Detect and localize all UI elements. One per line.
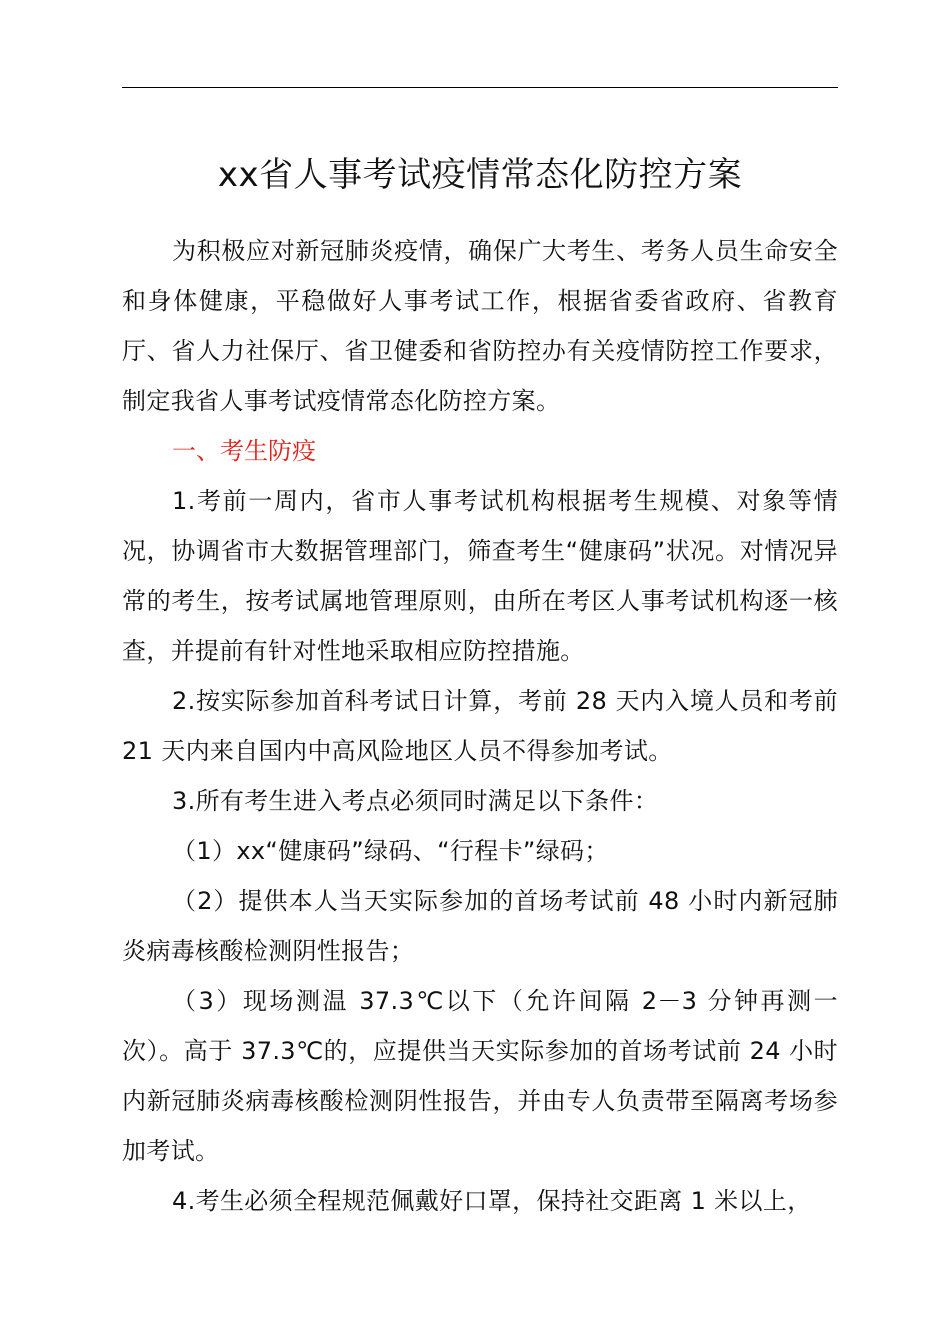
intro-paragraph: 为积极应对新冠肺炎疫情，确保广大考生、考务人员生命安全和身体健康，平稳做好人事考试工作，根据省委省政府、省教育厅、省人力社保厅、省卫健委和省防控办有关疫情防控工作要求，制定我省人事考试疫情常态化防控方案。 xyxy=(122,237,838,415)
document-body xyxy=(122,226,838,1226)
condition-1-paragraph: （1）xx“健康码”绿码、“行程卡”绿码； xyxy=(172,837,609,865)
item-4-paragraph: 4.考生必须全程规范佩戴好口罩，保持社交距离 1 米以上， xyxy=(172,1187,812,1215)
document-title: xx省人事考试疫情常态化防控方案 xyxy=(217,155,743,195)
item-2-paragraph: 2.按实际参加首科考试日计算，考前 28 天内入境人员和考前 21 天内来自国内中高风险地区人员不得参加考试。 xyxy=(122,687,838,765)
condition-2-paragraph: （2）提供本人当天实际参加的首场考试前 48 小时内新冠肺炎病毒核酸检测阴性报告； xyxy=(122,887,838,965)
item-3-paragraph: 3.所有考生进入考点必须同时满足以下条件： xyxy=(172,787,659,815)
header-rule xyxy=(122,87,838,88)
condition-3-paragraph: （3）现场测温 37.3℃以下（允许间隔 2－3 分钟再测一次）。高于 37.3℃的，应提供当天实际参加的首场考试前 24 小时内新冠肺炎病毒核酸检测阴性报告，并由专人负责带至隔离考场参加考试。 xyxy=(122,987,838,1165)
section-heading-examinee-prevention: 一、考生防疫 xyxy=(172,437,316,465)
item-1-paragraph: 1.考前一周内，省市人事考试机构根据考生规模、对象等情况，协调省市大数据管理部门，筛查考生“健康码”状况。对情况异常的考生，按考试属地管理原则，由所在考区人事考试机构逐一核查，并提前有针对性地采取相应防控措施。 xyxy=(122,487,838,665)
